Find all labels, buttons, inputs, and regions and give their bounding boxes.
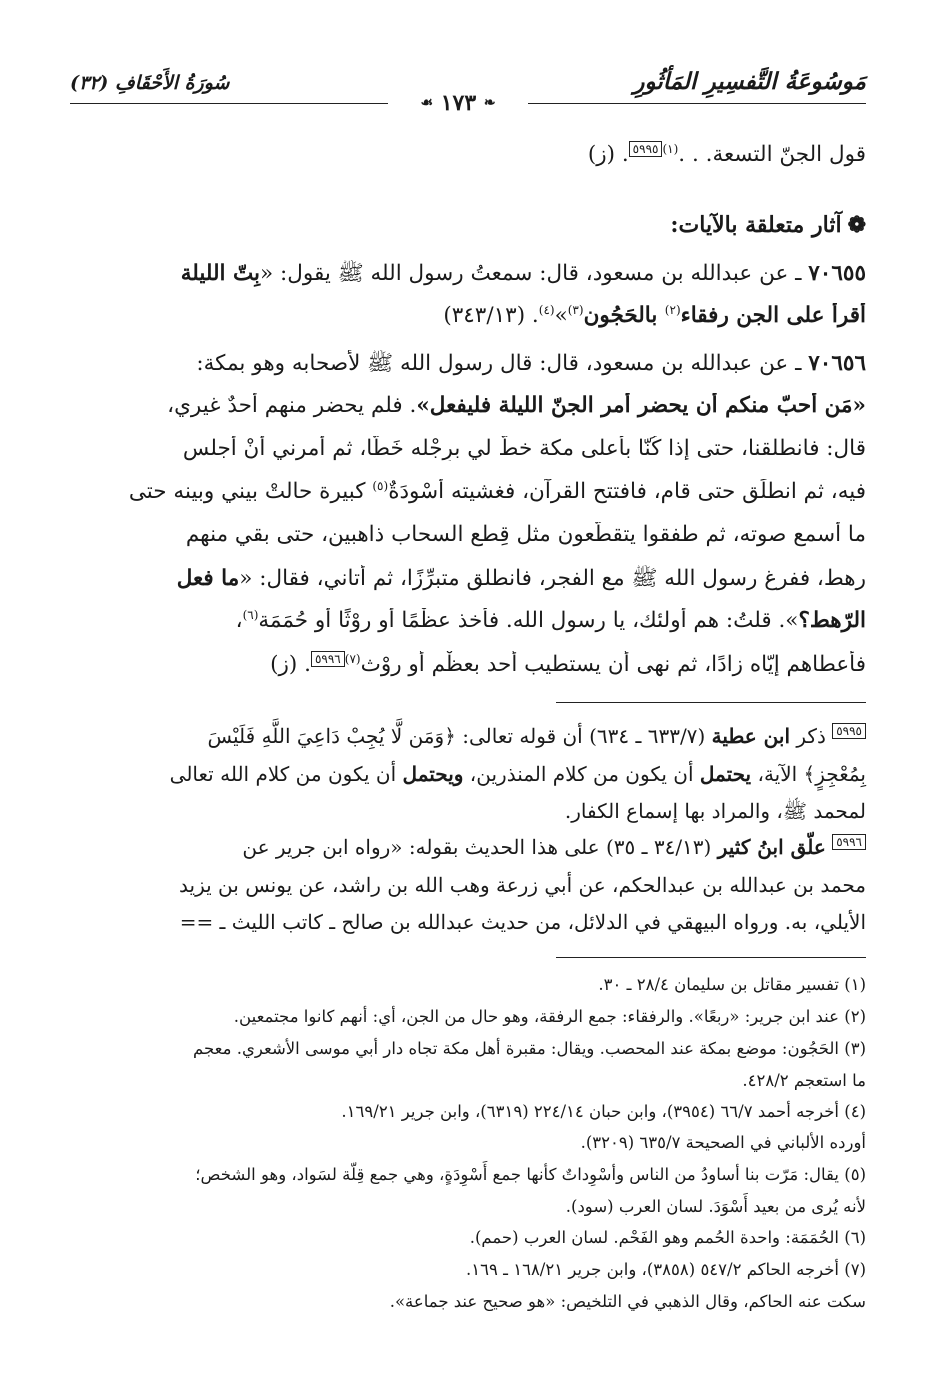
hadith-number: ٧٠٦٥٦ (808, 351, 866, 376)
note-box-5996: ٥٩٩٦ (832, 834, 866, 850)
flower-ornament-icon: ❁ (847, 212, 866, 238)
commentary-5995-line3: لمحمد ﷺ، والمراد بها إسماع الكفار. (564, 799, 866, 823)
footnote-3-cont: ما استعجم ٤٢٨/٢. (742, 1071, 866, 1090)
commentary-5996-line2: محمد بن عبدالله بن عبدالحكم، عن أبي زرعة وهب الله بن راشد، عن يونس بن يزيد (179, 873, 866, 897)
footnote-4: (٤) أخرجه أحمد ٦٦/٧ (٣٩٥٤)، وابن حبان ٢٢٤/١٤ (٦٣١٩)، وابن جرير ١٦٩/٢١. (341, 1102, 866, 1121)
footnote-7: (٧) أخرجه الحاكم ٥٤٧/٢ (٣٨٥٨)، وابن جرير ١٦٨/٢١ ـ ١٦٩. (466, 1260, 866, 1279)
hadith-70655-line2: أقرأ على الجن رفقاء$^{(٢)}$ بالحَجُون$^{(٣)}$»$^{(٤)}$. (٣٤٣/١٣) (443, 303, 866, 329)
commentary-5995-line1: ٥٩٩٥ ذكر ابن عطية (٦٣٣/٧ ـ ٦٣٤) أن قوله تعالى: ﴿وَمَن لَّا يُجِبْ دَاعِيَ اللَّهِ فَلَيْسَ (70, 718, 866, 754)
section-heading: ❁آثار متعلقة بالآيات: (670, 212, 866, 238)
page-number: ١٧٣ (440, 90, 477, 116)
footnote-5: (٥) يقال: مَرّت بنا أساودُ من الناس وأسْوِداتٌ كأنها جمع أَسْوِدَةٍ، وهي جمع قِلّة لسَواد، وهو الشخص؛ (195, 1165, 866, 1184)
footnote-5-cont: لأنه يُرى من بعيد أَسْوَدَ. لسان العرب (سود). (565, 1197, 866, 1216)
hadith-70656-line2: «مَن أحبّ منكم أن يحضر أمر الجنّ الليلة فليفعل». فلم يحضر منهم أحدٌ غيري، (167, 393, 866, 418)
hadith-70656-line4: فيه، ثم انطلَق حتى قام، فافتتح القرآن، فغشيته أَسْوِدَةٌ$^{(٥)}$ كبيرة حالتْ بيني وبينه حتى (128, 479, 866, 505)
note-ref-box[interactable]: ٥٩٩٦ (311, 651, 345, 667)
footnote-separator (556, 957, 866, 958)
hadith-70656-line8: فأعطاهم إيّاه زادًا، ثم نهى أن يستطيب أحد بعظْم أو روْث$^{(٧)}$٥٩٩٦. (ز) (270, 651, 866, 677)
ornament-left-icon: ☙ (420, 95, 434, 111)
footnote-1: (١) تفسير مقاتل بن سليمان ٢٨/٤ ـ ٣٠. (598, 975, 866, 994)
footnote-2: (٢) عند ابن جرير: «ربعًا». والرفقاء: جمع الرفقة، وهو حال من الجن، أي: أنهم كانوا مجتمعين. (233, 1007, 866, 1026)
hadith-70655-line1: ٧٠٦٥٥ ـ عن عبدالله بن مسعود، قال: سمعتُ رسول الله ﷺ يقول: «بِتّ الليلة (180, 261, 866, 286)
ornament-right-icon: ❧ (483, 95, 496, 111)
commentary-5996-line3: الأيلي، به. ورواه البيهقي في الدلائل، من حديث عبدالله بن صالح ـ كاتب الليث ـ == (179, 910, 866, 934)
book-title: مَوسُوعَةُ التَّفسِيرِ المَأثُورِ (633, 68, 866, 95)
hadith-70656-line5: ما أسمع صوته، ثم طفقوا يتقطّعون مثل قِطع السحاب ذاهبين، حتى بقي منهم (185, 522, 866, 547)
commentary-5995-line2: بِمُعْجِزٍ﴾ الآية، يحتمل أن يكون من كلام المنذرين، ويحتمل أن يكون من كلام الله تعالى (169, 762, 866, 786)
commentary-separator (556, 702, 866, 703)
surah-title: سُورَةُ الأَحْقَافِ (٣٢) (70, 72, 230, 94)
note-box-5995: ٥٩٩٥ (832, 723, 866, 739)
footnote-3: (٣) الحَجُون: موضع بمكة عند المحصب. ويقال: مقبرة أهل مكة تجاه دار أبي موسى الأشعري. معجم (193, 1039, 866, 1058)
intro-line: قول الجنّ التسعة. . .$^{(١)}$٥٩٩٥. (ز) (587, 141, 866, 167)
commentary-5996-line1: ٥٩٩٦ علّق ابنُ كثير (٣٤/١٣ ـ ٣٥) على هذا الحديث بقوله: «رواه ابن جرير عن (70, 829, 866, 865)
page-number-block (388, 90, 528, 118)
hadith-70656-line7: الرّهط؟». قلتُ: هم أولئك، يا رسول الله. فأخذ عظْمًا أو روْثًا أو حُمَمَة$^{(٦)}$، (235, 608, 866, 634)
footnote-4-cont: أورده الألباني في الصحيحة ٦٣٥/٧ (٣٢٠٩). (580, 1133, 866, 1152)
footnote-7-cont: سكت عنه الحاكم، وقال الذهبي في التلخيص: «هو صحيح عند جماعة». (389, 1292, 866, 1311)
hadith-70656-line1: ٧٠٦٥٦ ـ عن عبدالله بن مسعود، قال: قال رسول الله ﷺ لأصحابه وهو بمكة: (196, 351, 866, 376)
hadith-number: ٧٠٦٥٥ (808, 261, 866, 286)
note-ref-box[interactable]: ٥٩٩٥ (629, 141, 663, 157)
hadith-70656-line6: رهط، ففرغ رسول الله ﷺ مع الفجر، فانطلق متبرِّزًا، ثم أتاني، فقال: «ما فعل (176, 566, 866, 591)
hadith-70656-line3: قال: فانطلقنا، حتى إذا كُنّا بأعلى مكة خطّ لي برِجْله خَطًّا، ثم أمرني أنْ أجلس (182, 436, 866, 461)
footnote-6: (٦) الحُمَمَة: واحدة الحُمم وهو الفَحْم. لسان العرب (حمم). (469, 1228, 866, 1247)
